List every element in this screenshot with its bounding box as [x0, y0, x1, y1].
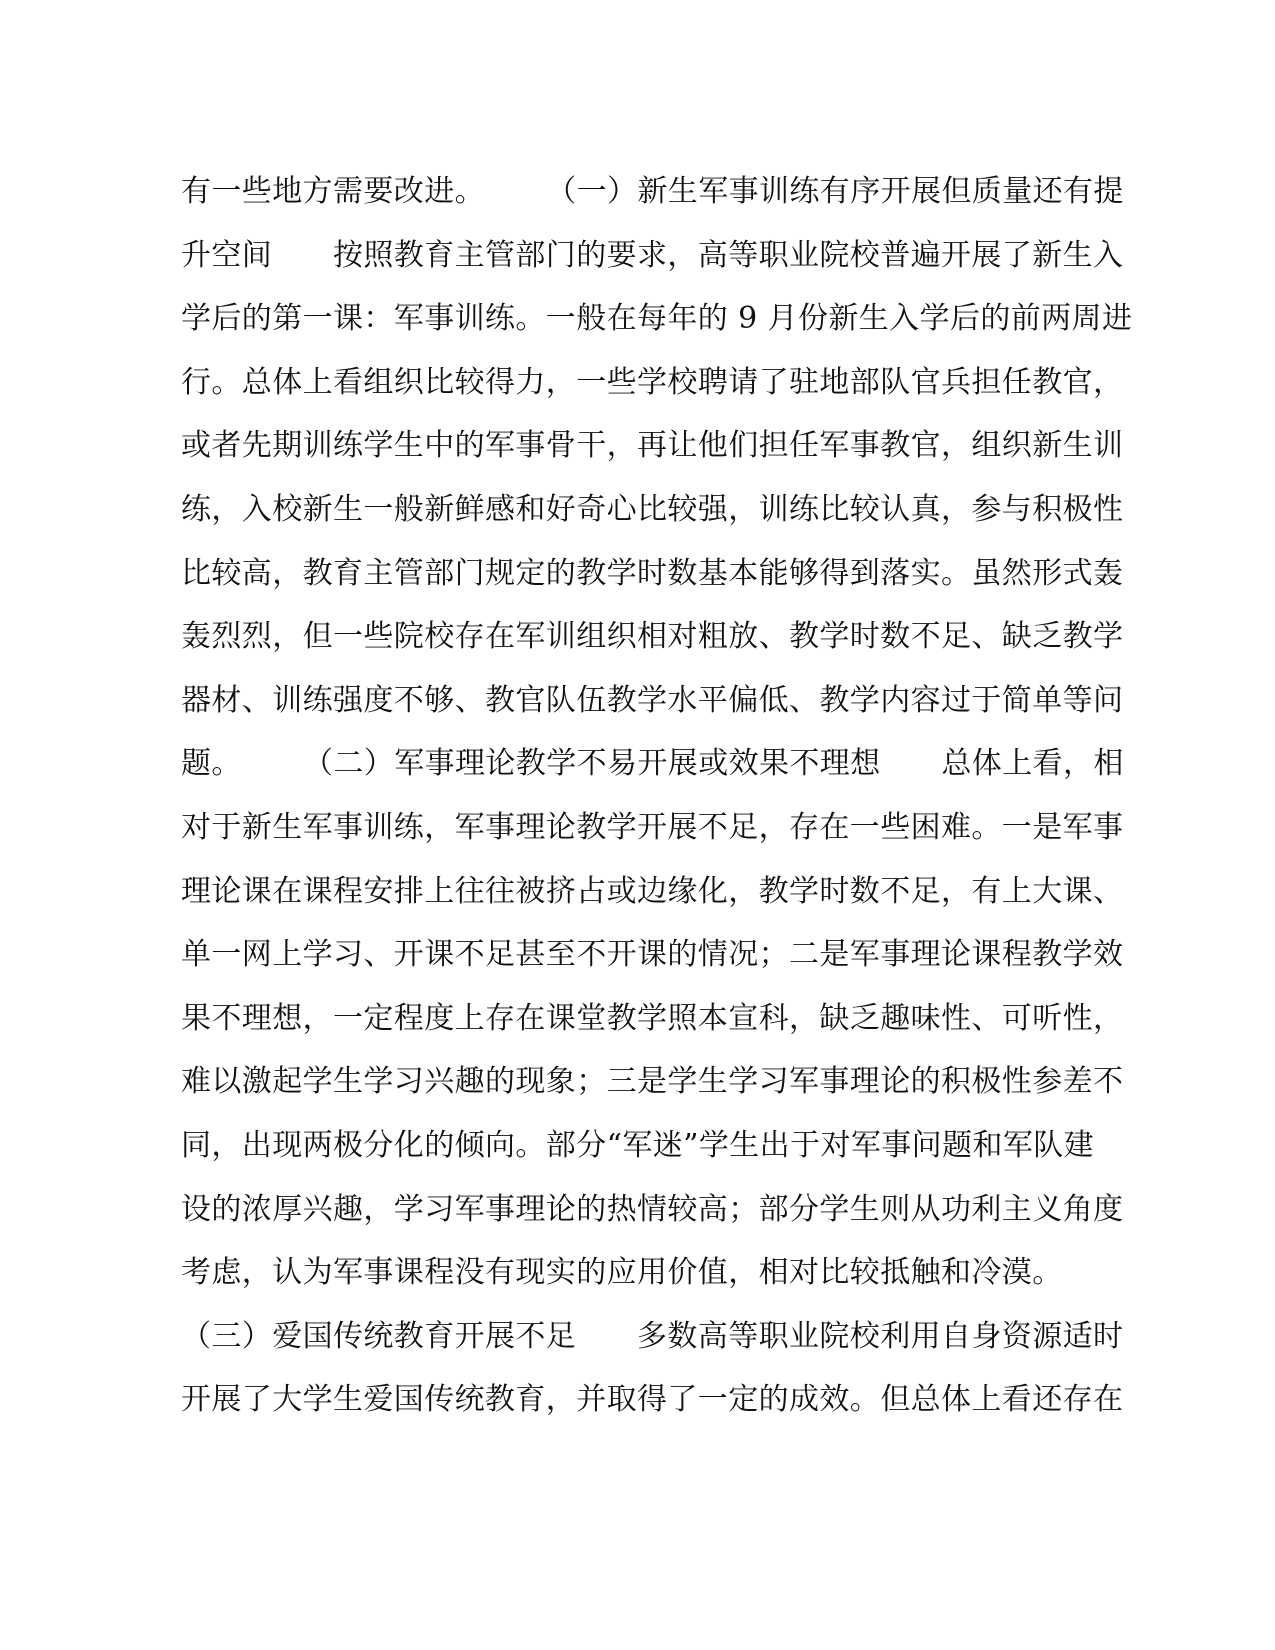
text-line: 轰烈烈，但一些院校存在军训组织相对粗放、教学时数不足、缺乏教学: [181, 619, 1124, 655]
text-line: 器材、训练强度不够、教官队伍教学水平偏低、教学内容过于简单等问: [181, 682, 1124, 718]
body-text: [181, 160, 1133, 1432]
text-line: 果不理想，一定程度上存在课堂教学照本宣科，缺乏趣味性、可听性，: [181, 1000, 1124, 1036]
text-line: 升空间 按照教育主管部门的要求，高等职业院校普遍开展了新生入: [181, 237, 1124, 273]
text-line: 题。 （二）军事理论教学不易开展或效果不理想 总体上看，相: [181, 746, 1124, 782]
text-line: 学后的第一课：军事训练。一般在每年的 9 月份新生入学后的前两周进: [181, 301, 1133, 337]
text-line: 单一网上学习、开课不足甚至不开课的情况；二是军事理论课程教学效: [181, 937, 1124, 973]
text-line: 理论课在课程安排上往往被挤占或边缘化，教学时数不足，有上大课、: [181, 873, 1124, 909]
text-line: 难以激起学生学习兴趣的现象；三是学生学习军事理论的积极性参差不: [181, 1064, 1124, 1100]
text-line: 练，入校新生一般新鲜感和好奇心比较强，训练比较认真，参与积极性: [181, 491, 1124, 527]
text-line: 同，出现两极分化的倾向。部分“军迷”学生出于对军事问题和军队建: [181, 1127, 1095, 1163]
text-line: 比较高，教育主管部门规定的教学时数基本能够得到落实。虽然形式轰: [181, 555, 1124, 591]
text-line: 对于新生军事训练，军事理论教学开展不足，存在一些困难。一是军事: [181, 809, 1124, 845]
text-line: 行。总体上看组织比较得力，一些学校聘请了驻地部队官兵担任教官，: [181, 364, 1124, 400]
text-line: 设的浓厚兴趣，学习军事理论的热情较高；部分学生则从功利主义角度: [181, 1191, 1124, 1227]
text-line: 或者先期训练学生中的军事骨干，再让他们担任军事教官，组织新生训: [181, 428, 1124, 464]
text-line: 开展了大学生爱国传统教育，并取得了一定的成效。但总体上看还存在: [181, 1382, 1124, 1418]
text-line: 考虑，认为军事课程没有现实的应用价值，相对比较抵触和冷漠。: [181, 1255, 1063, 1291]
text-line: （三）爱国传统教育开展不足 多数高等职业院校利用自身资源适时: [181, 1318, 1124, 1354]
text-line: 有一些地方需要改进。 （一）新生军事训练有序开展但质量还有提: [181, 174, 1124, 209]
